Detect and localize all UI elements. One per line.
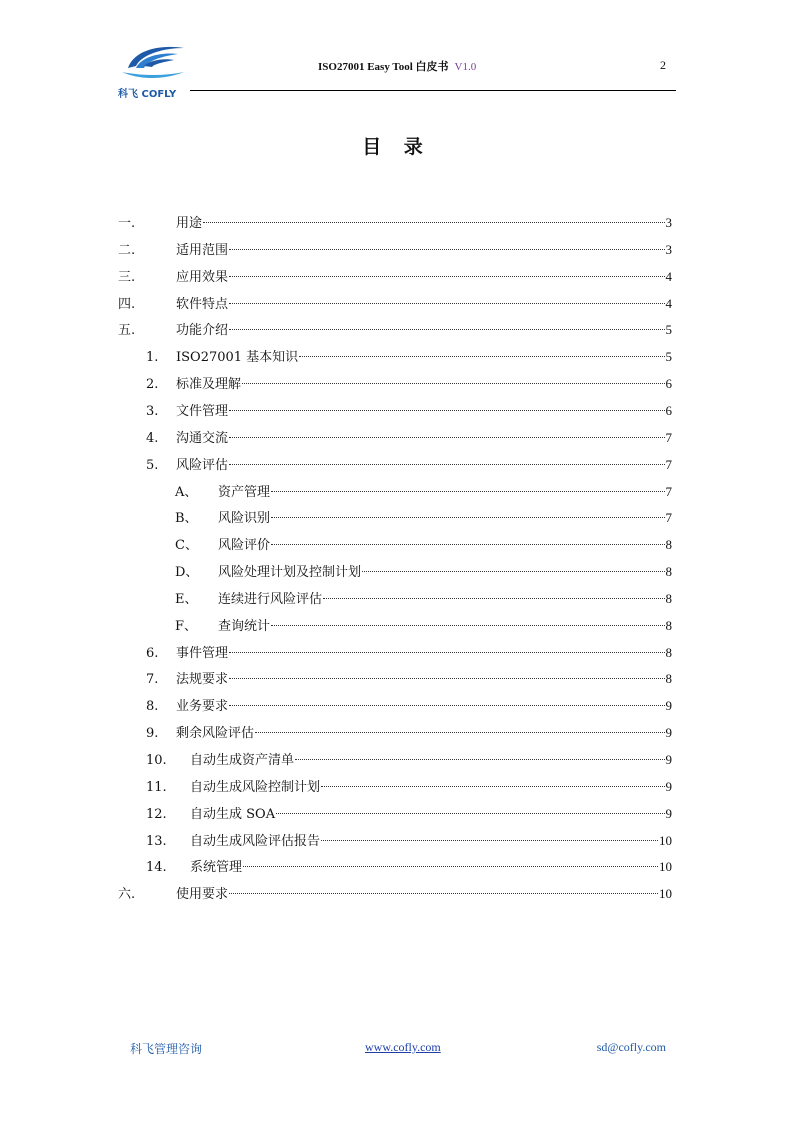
toc-entry-page: 8 (665, 537, 672, 553)
toc-entry-number: 四. (118, 296, 136, 312)
toc-entry-number: C、 (175, 538, 198, 554)
toc-entry-page: 8 (665, 671, 672, 687)
toc-entry[interactable] (175, 531, 672, 558)
toc-dot-leader (271, 544, 664, 545)
toc-entry-number: 10. (146, 753, 167, 768)
logo-text: 科飞 COFLY (118, 89, 177, 100)
toc-dot-leader (229, 678, 664, 679)
toc-entry-page: 9 (665, 778, 672, 794)
page-footer (130, 1040, 666, 1060)
toc-entry-number: D、 (175, 565, 199, 581)
toc-dot-leader (229, 652, 664, 653)
toc-entry[interactable] (146, 719, 672, 746)
header-divider (190, 90, 676, 91)
toc-entry-label: 事件管理 (176, 645, 229, 661)
toc-entry-number: 3. (146, 403, 159, 419)
document-title-text: ISO27001 Easy Tool 白皮书 (318, 61, 449, 73)
toc-dot-leader (299, 356, 664, 357)
toc-dot-leader (203, 222, 664, 223)
toc-dot-leader (229, 464, 664, 465)
toc-entry-page: 3 (665, 241, 672, 257)
toc-entry-number: 1. (146, 350, 159, 366)
toc-dot-leader (276, 813, 664, 814)
toc-entry-label: 应用效果 (176, 269, 229, 285)
toc-entry-label: 连续进行风险评估 (218, 591, 323, 607)
toc-entry-page: 8 (665, 564, 672, 580)
toc-entry-number: 三. (118, 269, 136, 285)
toc-entry[interactable] (175, 612, 672, 639)
toc-entry[interactable] (118, 316, 672, 343)
toc-entry-label: 文件管理 (176, 403, 229, 419)
toc-entry-number: 9. (146, 726, 159, 742)
toc-entry-label: 剩余风险评估 (176, 726, 255, 742)
toc-dot-leader (321, 786, 664, 787)
toc-entry-page: 6 (665, 376, 672, 392)
toc-entry[interactable] (118, 263, 672, 290)
document-version: V1.0 (454, 61, 477, 73)
toc-entry-page: 9 (665, 805, 672, 821)
footer-website-link[interactable]: www.cofly.com (365, 1040, 441, 1054)
toc-entry[interactable] (146, 639, 672, 666)
toc-entry[interactable] (118, 209, 672, 236)
toc-entry-page: 9 (665, 725, 672, 741)
toc-entry-number: 7. (146, 672, 159, 688)
toc-entry-number: 二. (118, 242, 136, 258)
toc-entry-label: ISO27001 基本知识 (176, 350, 299, 366)
toc-dot-leader (242, 383, 664, 384)
toc-entry-label: 使用要求 (176, 887, 229, 903)
toc-entry[interactable] (146, 773, 672, 800)
toc-entry-label: 风险评估 (176, 457, 229, 473)
toc-dot-leader (229, 303, 664, 304)
toc-entry-page: 8 (665, 617, 672, 633)
toc-entry-label: 沟通交流 (176, 430, 229, 446)
toc-entry-number: A、 (175, 484, 198, 500)
toc-entry-label: 软件特点 (176, 296, 229, 312)
toc-entry-page: 9 (665, 698, 672, 714)
toc-entry-label: 风险评价 (218, 538, 271, 554)
toc-entry[interactable] (175, 558, 672, 585)
toc-entry[interactable] (118, 290, 672, 317)
toc-entry[interactable] (175, 585, 672, 612)
toc-entry[interactable] (118, 880, 672, 907)
toc-entry-page: 8 (665, 644, 672, 660)
toc-entry-number: 11. (146, 779, 167, 795)
toc-dot-leader (229, 329, 664, 330)
toc-entry-label: 自动生成风险评估报告 (190, 833, 321, 849)
toc-dot-leader (271, 517, 664, 518)
toc-dot-leader (323, 598, 664, 599)
toc-dot-leader (255, 732, 664, 733)
toc-entry[interactable] (146, 692, 672, 719)
toc-entry-label: 自动生成资产清单 (190, 753, 295, 768)
toc-entry-number: 五. (118, 323, 136, 339)
toc-dot-leader (321, 840, 658, 841)
toc-entry-label: 功能介绍 (176, 323, 229, 339)
toc-entry-number: 5. (146, 457, 159, 473)
toc-entry[interactable] (146, 853, 672, 880)
toc-entry-page: 8 (665, 590, 672, 606)
toc-entry-label: 风险处理计划及控制计划 (218, 565, 362, 581)
toc-entry-page: 10 (659, 859, 672, 875)
toc-entry-number: B、 (175, 511, 198, 527)
toc-entry[interactable] (146, 397, 672, 424)
toc-entry-label: 用途 (176, 216, 203, 231)
toc-entry-page: 6 (665, 402, 672, 418)
toc-entry-label: 法规要求 (176, 672, 229, 688)
toc-dot-leader (243, 866, 658, 867)
toc-entry[interactable] (118, 236, 672, 263)
toc-entry-number: 8. (146, 699, 159, 715)
toc-dot-leader (295, 759, 664, 760)
toc-entry[interactable] (175, 478, 672, 505)
toc-entry-label: 业务要求 (176, 699, 229, 715)
toc-dot-leader (229, 276, 664, 277)
toc-dot-leader (362, 571, 664, 572)
toc-entry-number: 4. (146, 430, 159, 446)
toc-dot-leader (229, 893, 658, 894)
toc-entry-label: 查询统计 (218, 618, 271, 634)
toc-entry-number: 13. (146, 833, 167, 849)
toc-entry[interactable] (175, 504, 672, 531)
toc-entry[interactable] (146, 451, 672, 478)
toc-dot-leader (271, 491, 664, 492)
toc-dot-leader (229, 437, 664, 438)
toc-entry-label: 自动生成 SOA (190, 806, 276, 822)
toc-entry-number: 14. (146, 860, 167, 876)
toc-entry-page: 7 (665, 456, 672, 472)
page-number: 2 (660, 58, 666, 72)
toc-entry-number: F、 (175, 618, 198, 634)
toc-entry-number: 一. (118, 216, 136, 231)
toc-entry-label: 适用范围 (176, 242, 229, 258)
toc-entry[interactable] (146, 800, 672, 827)
toc-entry-number: 6. (146, 645, 159, 661)
toc-entry-number: E、 (175, 591, 198, 607)
toc-entry-page: 4 (665, 268, 672, 284)
toc-entry-page: 7 (665, 429, 672, 445)
toc-entry-page: 3 (665, 215, 672, 230)
toc-entry-label: 资产管理 (218, 484, 271, 500)
toc-entry[interactable] (146, 746, 672, 773)
toc-entry-number: 2. (146, 377, 159, 393)
cofly-wave-icon (120, 42, 186, 84)
toc-entry-number: 12. (146, 806, 167, 822)
toc-entry-number: 六. (118, 887, 136, 903)
toc-entry-page: 10 (659, 832, 672, 848)
toc-heading: 目 录 (362, 136, 431, 158)
toc-entry[interactable] (146, 343, 672, 370)
footer-email-link[interactable]: sd@cofly.com (596, 1040, 666, 1054)
document-title (318, 58, 476, 74)
toc-entry-page: 4 (665, 295, 672, 311)
toc-entry[interactable] (146, 370, 672, 397)
toc-entry-page: 10 (659, 886, 672, 902)
toc-entry[interactable] (146, 665, 672, 692)
toc-entry-label: 自动生成风险控制计划 (190, 779, 321, 795)
toc-entry-page: 5 (665, 322, 672, 338)
toc-dot-leader (229, 410, 664, 411)
toc-dot-leader (229, 705, 664, 706)
toc-dot-leader (271, 625, 664, 626)
toc-entry-label: 系统管理 (190, 860, 243, 876)
toc-entry-page: 7 (665, 483, 672, 499)
toc-entry-page: 5 (665, 349, 672, 365)
toc-entry-label: 风险识别 (218, 511, 271, 527)
toc-entry[interactable] (146, 424, 672, 451)
toc-entry-page: 7 (665, 510, 672, 526)
footer-company: 科飞管理咨询 (130, 1042, 203, 1056)
toc-dot-leader (229, 249, 664, 250)
toc-entry-label: 标准及理解 (176, 377, 242, 393)
toc-entry-page: 9 (665, 752, 672, 767)
toc-entry[interactable] (146, 827, 672, 854)
cofly-logo (118, 42, 190, 100)
page-header (118, 38, 676, 100)
